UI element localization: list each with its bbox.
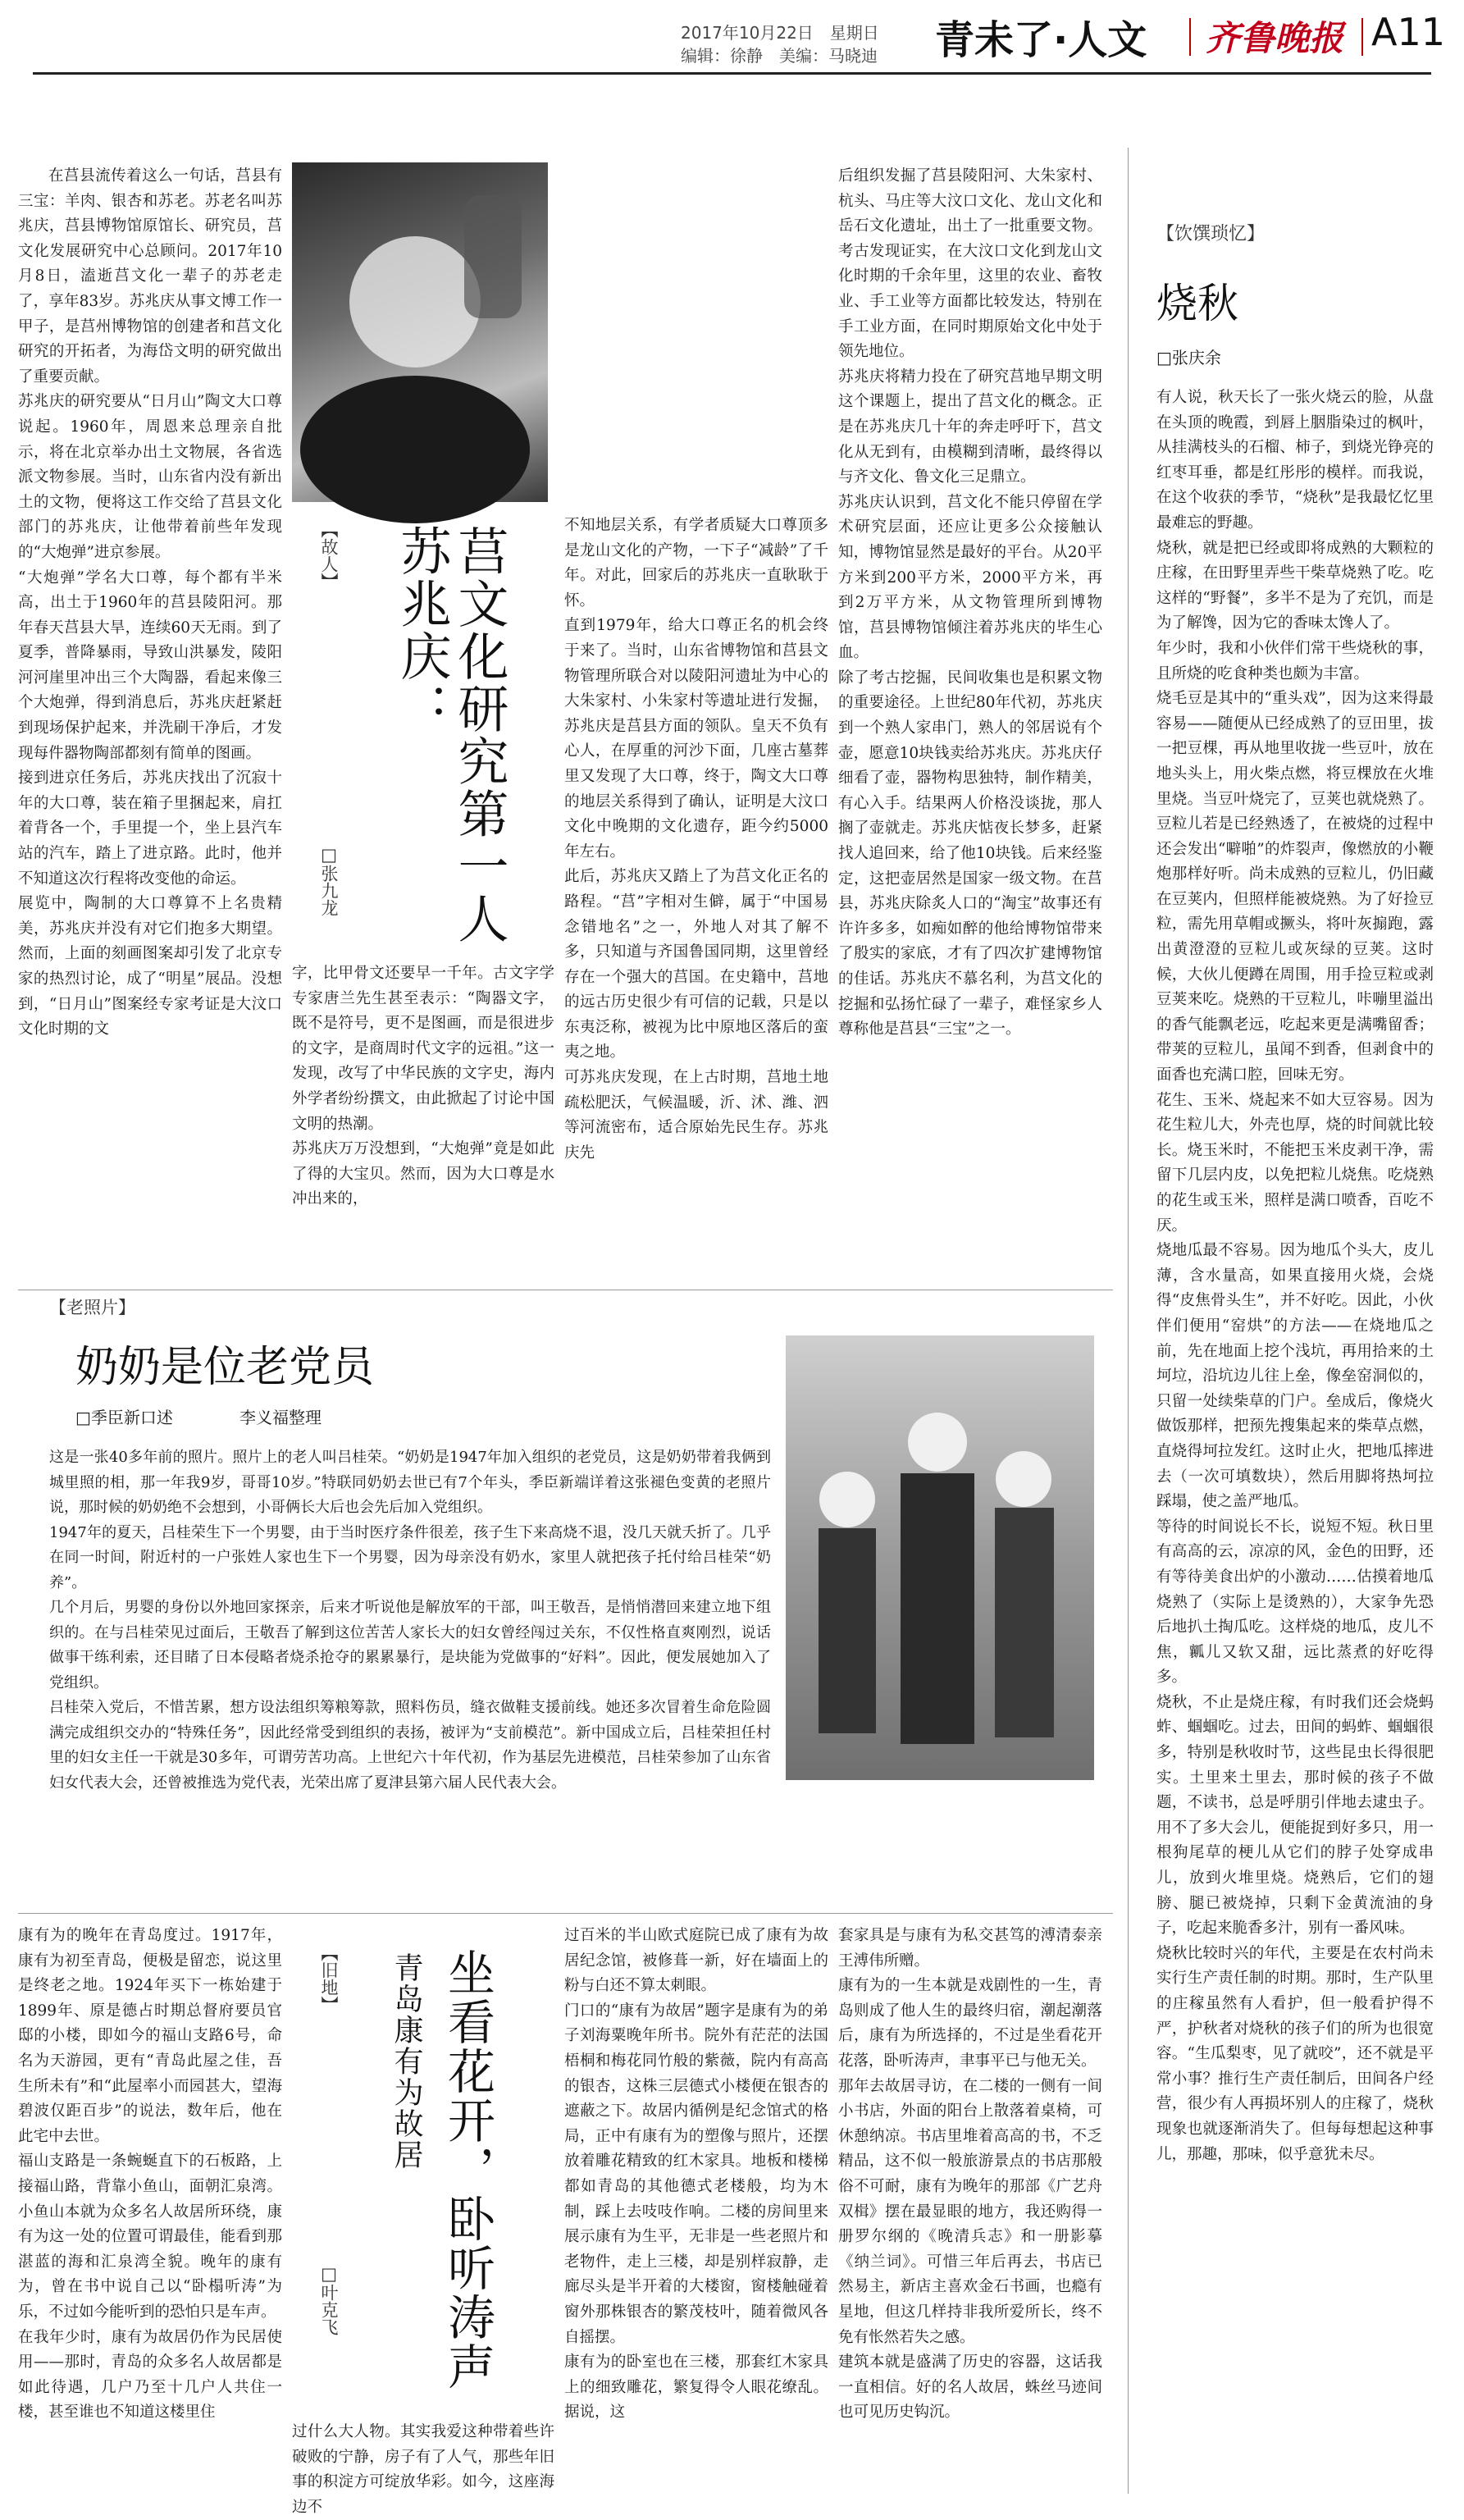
story3-col3: 过百米的半山欧式庭院已成了康有为故居纪念馆，被修葺一新，好在墙面上的粉与白还不算太刺眼。 门口的“康有为故居”题字是康有为的弟子刘海粟晚年所书。院外有茫茫的法国梧桐和梅花同竹般的紫薇，院内有高高的银杏，这株三层德式小楼便在银杏的遮蔽之下。故居内循例是纪念馆式的格局，正中有康有为的塑像与照片，还摆放着雕花精致的红木家具。地板和楼梯都如青岛的其他德式老楼般，均为木制，踩上去吱吱作响。二楼的房间里来展示康有为生平，无非是一些老照片和老物件，走上三楼，却是别样寂静，走廊尽头是半开着的大楼窗，窗楼触碰着窗外那株银杏的繁茂枝叶，随着微风各自摇摆。 康有为的卧室也在三楼，那套红木家具上的细致雕花，繁复得令人眼花缭乱。据说，这 bbox=[564, 1927, 828, 2422]
story3-col2: 过什么大人物。其实我爱这种带着些许破败的宁静，房子有了人气，那些年旧事的积淀方可绽放华彩。如今，这座海边不 bbox=[292, 2423, 554, 2516]
story1-col4: 后组织发掘了莒县陵阳河、大朱家村、杭头、马庄等大汶口文化、龙山文化和岳石文化遗址，出土了一批重要文物。考古发现证实，在大汶口文化到龙山文化时期的千余年里，这里的农业、畜牧业、手工业等方面都比较发达，特别在手工业方面，在同时期原始文化中处于领先地位。 苏兆庆将精力投在了研究莒地早期文明这个课题上，提出了莒文化的概念。正是在苏兆庆几十年的奔走呼吁下，莒文化从无到有，由模糊到清晰，最终得以与齐文化、鲁文化三足鼎立。 苏兆庆认识到，莒文化不能只停留在学术研究层面，还应让更多公众接触认知，博物馆显然是最好的平台。从20平方米到200平方米，2000平方米，再到2万平方米，从文物管理所到博物馆，莒县博物馆倾注着苏兆庆的毕生心血。 除了考古挖掘，民间收集也是积累文物的重要途径。上世纪80年代初，苏兆庆到一个熟人家串门，熟人的邻居说有个壶，愿意10块钱卖给苏兆庆。苏兆庆仔细看了壶，器物构思独特，制作精美，有心入手。结果两人价格没谈拢，那人搁了壶就走。苏兆庆惦夜长梦多，赶紧找人追回来，给了他10块钱。后来经鉴定，这把壶居然是国家一级文物。在莒县，苏兆庆除炙人口的“淘宝”故事还有许许多多，如痴如醉的他给博物馆带来了殷实的家底，才有了四次扩建博物馆的佳话。苏兆庆不慕名利，为莒文化的挖掘和弘扬忙碌了一辈子，难怪家乡人尊称他是莒县“三宝”之一。 bbox=[838, 167, 1102, 1039]
story2-photo bbox=[786, 1335, 1094, 1780]
elderly-man-portrait-icon bbox=[292, 162, 548, 502]
story1-photo bbox=[292, 162, 548, 502]
old-family-photo-icon bbox=[786, 1335, 1094, 1780]
column-divider bbox=[1128, 148, 1129, 2494]
story2-byline1: □季臣新口述 bbox=[75, 1408, 173, 1427]
story3-title-line1: 坐看花开，卧听涛声 bbox=[440, 1948, 495, 2391]
story2-tag: 【老照片】 bbox=[49, 1298, 135, 1317]
header-date: 2017年10月22日 星期日 bbox=[681, 23, 879, 43]
story3-top-rule bbox=[18, 1913, 1113, 1914]
story3-title-line2: 青岛康有为故居 bbox=[390, 1952, 423, 2171]
story4-tag: 【饮馔琐忆】 bbox=[1156, 224, 1266, 244]
header-rule bbox=[33, 72, 1431, 75]
header-section: 青未了·人文 bbox=[935, 17, 1147, 63]
story1-tag: 【故人】 bbox=[319, 521, 339, 590]
story2-byline2: 李义福整理 bbox=[239, 1408, 322, 1427]
header-brand-logo: 齐鲁晚报 bbox=[1206, 18, 1344, 58]
header-editors: 编辑：徐静 美编：马晓迪 bbox=[681, 46, 878, 66]
story3-author: □叶克飞 bbox=[319, 2264, 339, 2335]
header-page-number: A11 bbox=[1371, 10, 1446, 54]
story3-col1: 康有为的晚年在青岛度过。1917年，康有为初至青岛，便极是留恋，说这里是终老之地。1924年买下一栋始建于1899年、原是德占时期总督府要员官邸的小楼，即如今的福山支路6号，命名为天游园，更有“青岛此屋之佳，吾生所未有”和“此屋率小而园甚大，望海碧波仅距百步”的说法，数年后，他在此宅中去世。 福山支路是一条蜿蜒直下的石板路，上接福山路，背靠小鱼山，面朝汇泉湾。小鱼山本就为众多名人故居所环绕，康有为这一处的位置可谓最佳，能看到那湛蓝的海和汇泉湾全貌。晚年的康有为，曾在书中说自己以“卧榻听涛”为乐，不过如今能听到的恐怕只是车声。 在我年少时，康有为故居仍作为民居使用——那时，青岛的众多名人故居都是如此待遇，几户乃至十几户人共住一楼，甚至谁也不知道这楼里住 bbox=[18, 1927, 282, 2422]
story3-col4: 套家具是与康有为私交甚笃的溥清泰亲王溥伟所赠。 康有为的一生本就是戏剧性的一生，青岛则成了他人生的最终归宿，潮起潮落后，康有为所选择的，不过是坐看花开花落，卧听涛声，聿事平已与他无关。 那年去故居寻访，在二楼的一侧有一间小书店，外面的阳台上散落着桌椅，可休憩纳凉。书店里堆着高高的书，不乏精品，这不似一般旅游景点的书店那般俗不可耐，康有为晚年的那部《广艺舟双楫》摆在最显眼的地方，我还购得一册罗尔纲的《晚清兵志》和一册影摹《纳兰词》。可惜三年后再去，书店已然易主，新店主喜欢金石书画，也瘾有星地，但这几样持非我所爱所长，终不免有怅然若失之感。 建筑本就是盛满了历史的容器，这话我一直相信。好的名人故居，蛛丝马迹间也可见历史钩沉。 bbox=[838, 1927, 1102, 2422]
story1-title-line2: 苏兆庆： bbox=[392, 525, 452, 735]
story1-title-line1: 莒文化研究第一人 bbox=[449, 525, 509, 945]
story3-tag: 【旧地】 bbox=[319, 1944, 339, 2013]
story1-col3: 不知地层关系，有学者质疑大口尊顶多是龙山文化的产物，一下子“减龄”了千年。对此，回家后的苏兆庆一直耿耿于怀。 直到1979年，给大口尊正名的机会终于来了。当时，山东省博物馆和莒县文物管理所联合对以陵阳河遗址为中心的大朱家村、小朱家村等遗址进行发掘，苏兆庆是莒县方面的领队。皇天不负有心人，在厚重的河沙下面，几座古墓葬里又发现了大口尊，终于，陶文大口尊的地层关系得到了确认，证明是大汶口文化中晚期的文化遗存，距今约5000年左右。 此后，苏兆庆又踏上了为莒文化正名的路程。“莒”字相对生僻，属于“中国易念错地名”之一，外地人对其了解不多，只知道与齐国鲁国同期，这里曾经存在一个强大的莒国。在史籍中，莒地的远古历史很少有可信的记载，只是以东夷泛称，被视为比中原地区落后的蛮夷之地。 可苏兆庆发现，在上古时期，莒地土地疏松肥沃，气候温暖，沂、沭、潍、泗等河流密布，适合原始先民生存。苏兆庆先 bbox=[564, 517, 828, 1162]
story2-text: 这是一张40多年前的照片。照片上的老人叫吕桂荣。“奶奶是1947年加入组织的老党员，这是奶奶带着我俩到城里照的相，那一年我9岁，哥哥10岁。”特联同奶奶去世已有7个年头，季臣新端详着这张褪色变黄的老照片说，那时候的奶奶绝不会想到，小哥俩长大后也会先后加入党组织。 1947年的夏天，吕桂荣生下一个男婴，由于当时医疗条件很差，孩子生下来高烧不退，没几天就夭折了。几乎在同一时间，附近村的一户张姓人家也生下一个男婴，因为母亲没有奶水，家里人就把孩子托付给吕桂荣“奶养”。 几个月后，男婴的身份以外地回家探亲，后来才听说他是解放军的干部，叫王敬吾，是悄悄潜回来建立地下组织的。在与吕桂荣见过面后，王敬吾了解到这位苦苦人家长大的妇女曾经闯过关东，不仅性格直爽刚烈，说话做事干练利索，还目睹了日本侵略者烧杀抢夺的累累暴行，是块能为党做事的“好料”。因此，便发展她加入了党组织。 吕桂荣入党后，不惜苦累，想方设法组织筹粮筹款，照料伤员，缝衣做鞋支援前线。她还多次冒着生命危险圆满完成组织交办的“特殊任务”，因此经常受到组织的表扬，被评为“支前模范”。新中国成立后，吕桂荣担任村里的妇女主任一干就是30多年，可谓劳苦功高。上世纪六十年代初，作为基层先进模范，吕桂荣参加了山东省妇女代表大会，还曾被推选为党代表，光荣出席了夏津县第六届人民代表大会。 bbox=[49, 1449, 771, 1792]
story1-author: □张九龙 bbox=[319, 845, 339, 916]
header bbox=[0, 0, 1464, 74]
story2-title: 奶奶是位老党员 bbox=[75, 1343, 375, 1392]
story4-title: 烧秋 bbox=[1156, 280, 1238, 327]
story1-col2: 字，比甲骨文还要早一千年。古文字学专家唐兰先生甚至表示：“陶器文字，既不是符号，更不是图画，而是很进步的文字，是商周时代文字的远祖。”这一发现，改写了中华民族的文字史，海内外学者纷纷撰文，由此掀起了讨论中国文明的热潮。 苏兆庆万万没想到，“大炮弹”竟是如此了得的大宝贝。然而，因为大口尊是水冲出来的， bbox=[292, 965, 554, 1208]
header-divider-1 bbox=[1189, 18, 1191, 56]
header-divider-2 bbox=[1361, 18, 1363, 56]
story1-col1: 在莒县流传着这么一句话，莒县有三宝：羊肉、银杏和苏老。苏老名叫苏兆庆，莒县博物馆原馆长、研究员，莒文化发展研究中心总顾问。2017年10月8日，溘逝莒文化一辈子的苏老走了，享年83岁。苏兆庆从事文博工作一甲子，是莒州博物馆的创建者和莒文化研究的开拓者，为海岱文明的研究做出了重要贡献。 苏兆庆的研究要从“日月山”陶文大口尊说起。1960年，周恩来总理亲自批示，将在北京举办出土文物展，各省选派文物参展。当时，山东省内没有新出土的文物，便将这工作交给了莒县文化部门的苏兆庆，让他带着前些年发现的“大炮弹”进京参展。 “大炮弹”学名大口尊，每个都有半米高，出土于1960年的莒县陵阳河。那年春天莒县大旱，连续60天无雨。到了夏季，普降暴雨，导致山洪暴发，陵阳河河崖里冲出三个大陶器，看起来像三个大炮弹，得到消息后，苏兆庆赶紧赶到现场保护起来，并洗刷干净后，才发现每件器物陶部都刻有简单的图画。 接到进京任务后，苏兆庆找出了沉寂十年的大口尊，装在箱子里捆起来，肩扛着背各一个，手里提一个，坐上县汽车站的汽车，踏上了进京路。此时，他并不知道这次行程将改变他的命运。 展览中，陶制的大口尊算不上名贵精美，苏兆庆并没有对它们抱多大期望。然而，上面的刻画图案却引发了北京专家的热烈讨论，成了“明星”展品。没想到，“日月山”图案经专家考证是大汶口文化时期的文 bbox=[18, 167, 282, 1039]
story4-text: 有人说，秋天长了一张火烧云的脸，从盘在头顶的晚霞，到唇上胭脂染过的枫叶，从挂满枝头的石榴、柿子，到烧光铮亮的红枣耳垂，都是红彤彤的模样。而我说，在这个收获的季节，“烧秋”是我最忆忆里最难忘的野趣。 烧秋，就是把已经或即将成熟的大颗粒的庄稼，在田野里弄些干柴草烧熟了吃。吃这样的“野餐”，多半不是为了充饥，而是为了解馋，因为它的香味太馋人了。 年少时，我和小伙伴们常干些烧秋的事，且所烧的吃食种类也颇为丰富。 烧毛豆是其中的“重头戏”，因为这来得最容易——随便从已经成熟了的豆田里，拔一把豆棵，再从地里收拢一些豆叶，放在地头头上，用火柴点燃，将豆棵放在火堆里烧。当豆叶烧完了，豆荚也就烧熟了。豆粒儿若是已经熟透了，在被烧的过程中还会发出“噼啪”的炸裂声，像燃放的小鞭炮那样好听。尚未成熟的豆粒儿，仍旧藏在豆荚内，但照样能被烧熟。为了好捡豆粒，需先用草帽或撅头，将叶灰搧跑，露出黄澄澄的豆粒儿或灰绿的豆荚。这时候，大伙儿便蹲在周围，用手捡豆粒或剥豆荚来吃。烧熟的干豆粒儿，咔嘣里溢出的香气能飘老远，吃起来更是满嘴留香；带荚的豆粒儿，虽闻不到香，但剥食中的面香也充满口腔，回味无穷。 花生、玉米、烧起来不如大豆容易。因为花生粒儿大，外壳也厚，烧的时间就比较长。烧玉米时，不能把玉米皮剥干净，需留下几层内皮，以免把粒儿烧焦。吃烧熟的花生或玉米，照样是满口喷香，百吃不厌。 烧地瓜最不容易。因为地瓜个头大，皮儿薄，含水量高，如果直接用火烧，会烧得“皮焦骨头生”，并不好吃。因此，小伙伴们便用“窑烘”的方法——在烧地瓜之前，先在地面上挖个浅坑，再用拾来的土坷垃，沿坑边儿往上垒，像垒窑洞似的，只留一处续柴草的门户。垒成后，像烧火做饭那样，把预先搜集起来的柴草点燃，直烧得坷拉发红。这时止火，把地瓜摔进去（一次可填数块），然后用脚将热坷拉踩塌，使之盖严地瓜。 等待的时间说长不长，说短不短。秋日里有高高的云，凉凉的风，金色的田野，还有等待美食出炉的小激动……估摸着地瓜烧熟了（实际上是烫熟的），大家争先恐后地扒土掏瓜吃。这样烧的地瓜，皮儿不焦，瓤儿又软又甜，远比蒸煮的好吃得多。 烧秋，不止是烧庄稼，有时我们还会烧蚂蚱、蝈蝈吃。过去，田间的蚂蚱、蝈蝈很多，特别是秋收时节，这些昆虫长得很肥实。土里来土里去，那时候的孩子不做题，不读书，总是呼朋引伴地去逮虫子。用不了多大会儿，便能捉到好多只，用一根狗尾草的梗儿从它们的脖子处穿成串儿，放到火堆里烧。烧熟后，它们的翅膀、腿已被烧掉，只剩下金黄流油的身子，吃起来脆香多汁，别有一番风味。 烧秋比较时兴的年代，主要是在农村尚未实行生产责任制的时期。那时，生产队里的庄稼虽然有人看护，但一般看护得不严，护秋者对烧秋的孩子们的所为也很宽容。“生瓜梨枣，见了就咬”，还不就是平常小事？推行生产责任制后，田间各户经营，很少有人再损坏别人的庄稼了，烧秋现象也就逐渐消失了。但每每想起这种事儿，那趣，那味，似乎意犹未尽。 bbox=[1156, 389, 1434, 2163]
story4-author: □张庆余 bbox=[1156, 348, 1221, 368]
